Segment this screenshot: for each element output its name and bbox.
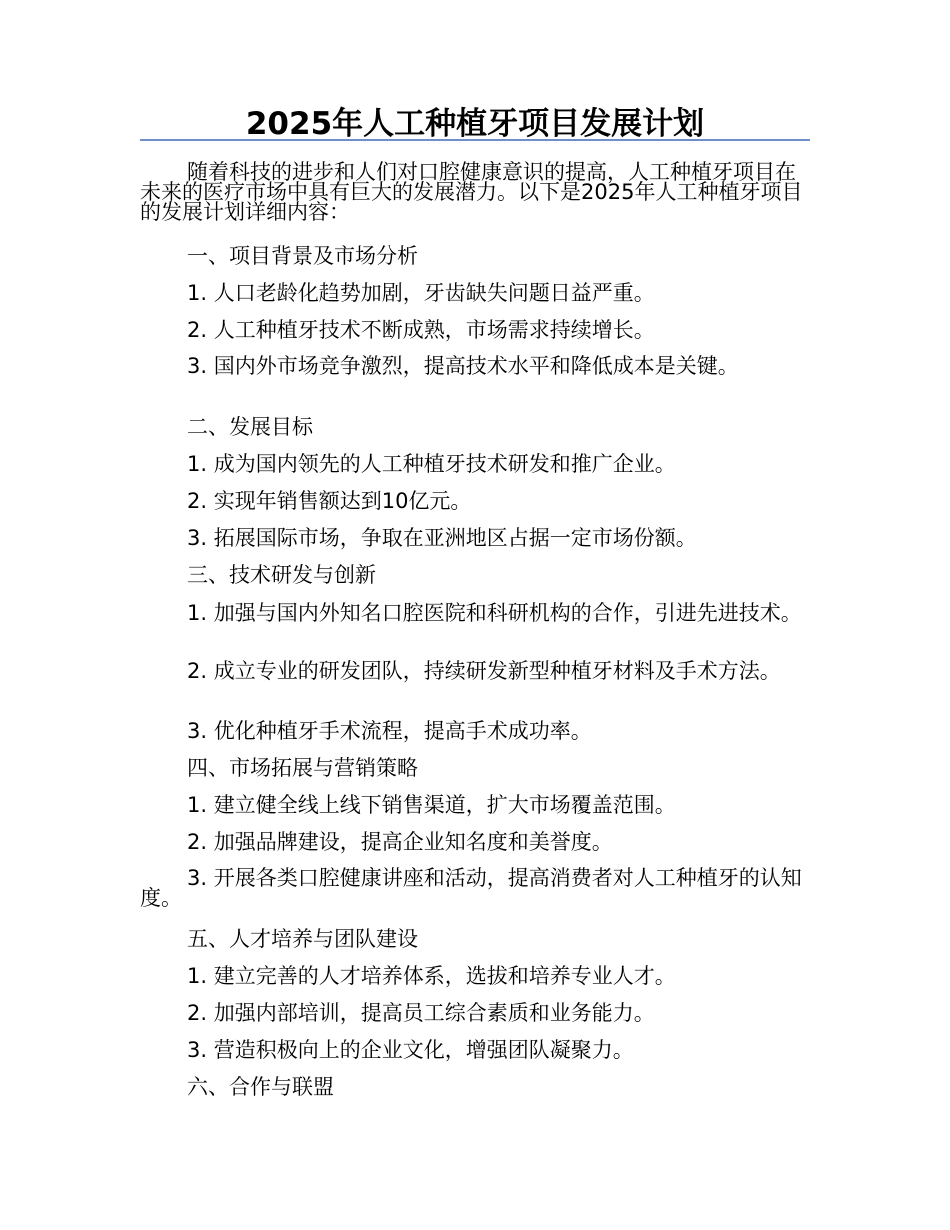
list-item: 3. 营造积极向上的企业文化，增强团队凝聚力。 [187,1038,634,1062]
list-item: 3. 开展各类口腔健康讲座和活动，提高消费者对人工种植牙的认知度。 [140,866,802,910]
title-underline [140,139,810,141]
list-item: 1. 建立健全线上线下销售渠道，扩大市场覆盖范围。 [187,793,676,817]
list-item: 2. 加强内部培训，提高员工综合素质和业务能力。 [187,1001,655,1025]
list-item: 1. 成为国内领先的人工种植牙技术研发和推广企业。 [187,452,676,476]
section-heading-6: 六、合作与联盟 [187,1075,334,1099]
section-heading-2: 二、发展目标 [187,415,313,439]
list-item: 1. 建立完善的人才培养体系，选拔和培养专业人才。 [187,964,676,988]
list-item: 2. 人工种植牙技术不断成熟，市场需求持续增长。 [187,318,655,342]
section-heading-3: 三、技术研发与创新 [187,563,376,587]
list-item: 3. 拓展国际市场，争取在亚洲地区占据一定市场份额。 [187,526,697,550]
section-heading-1: 一、项目背景及市场分析 [187,244,418,268]
list-item: 3. 国内外市场竞争激烈，提高技术水平和降低成本是关键。 [187,354,739,378]
document-title: 2025年人工种植牙项目发展计划 [245,106,705,142]
intro-paragraph: 随着科技的进步和人们对口腔健康意识的提高，人工种植牙项目在未来的医疗市场中具有巨大的发展潜力。以下是2025年人工种植牙项目的发展计划详细内容： [140,160,803,224]
list-item: 3. 优化种植牙手术流程，提高手术成功率。 [187,719,592,743]
list-item: 2. 实现年销售额达到10亿元。 [187,489,472,513]
section-heading-4: 四、市场拓展与营销策略 [187,756,418,780]
section-heading-5: 五、人才培养与团队建设 [187,927,418,951]
list-item: 1. 人口老龄化趋势加剧，牙齿缺失问题日益严重。 [187,281,655,305]
list-item: 2. 成立专业的研发团队，持续研发新型种植牙材料及手术方法。 [187,659,781,683]
list-item: 1. 加强与国内外知名口腔医院和科研机构的合作，引进先进技术。 [187,601,802,625]
list-item: 2. 加强品牌建设，提高企业知名度和美誉度。 [187,830,613,854]
